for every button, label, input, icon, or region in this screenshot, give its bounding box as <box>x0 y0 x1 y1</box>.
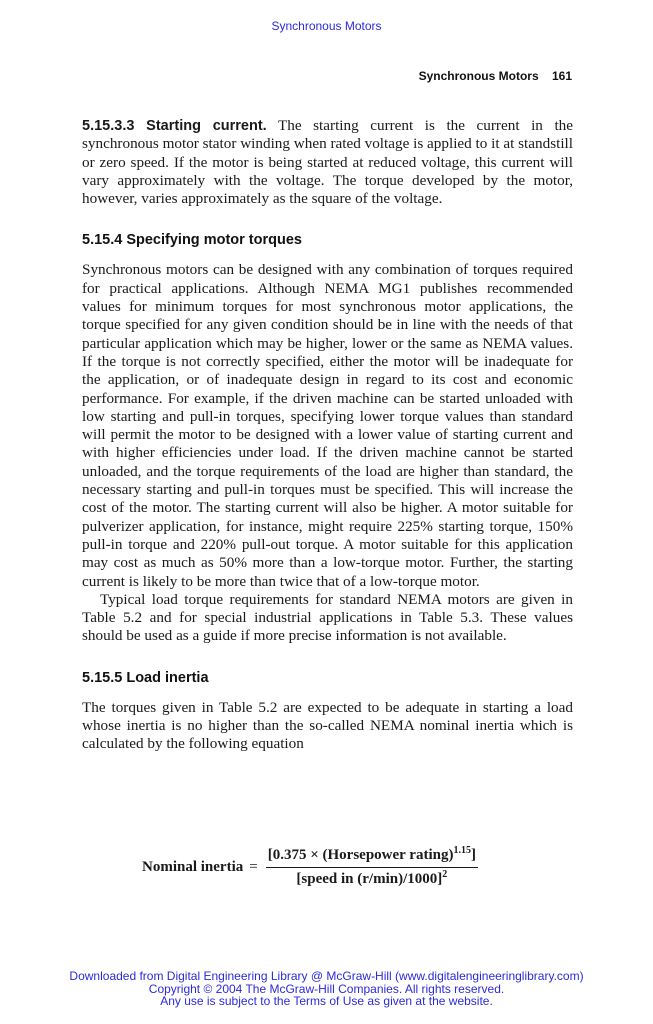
nominal-inertia-equation <box>142 847 478 888</box>
paragraph-load-inertia: The torques given in Table 5.2 are expected to be adequate in starting a load whose inertia is no higher than the so-called NEMA nominal inertia which is calculated by the following equation <box>82 698 573 753</box>
equation-equals: = <box>249 859 258 875</box>
section-heading-5-15-4: 5.15.4 Specifying motor torques <box>82 232 302 249</box>
chapter-banner-link[interactable]: Synchronous Motors <box>271 19 382 33</box>
equation-fraction <box>266 847 478 888</box>
equation-denominator: [speed in (r/min)/1000]$^2$ <box>296 869 448 887</box>
paragraph-torques-2: Typical load torque requirements for standard NEMA motors are given in Table 5.2 and for special industrial applications in Table 5.3. These values should be used as a guide if more precise information is not available. <box>82 590 573 645</box>
footer-copyright-line[interactable]: Copyright © 2004 The McGraw-Hill Companies. All rights reserved. <box>148 981 505 996</box>
page-number: 161 <box>551 69 572 83</box>
section-heading-5-15-5: 5.15.5 Load inertia <box>82 669 209 686</box>
page-body <box>82 117 573 754</box>
section-heading-5-15-3-3: 5.15.3.3 Starting current. <box>82 118 267 134</box>
footer-terms-line[interactable]: Any use is subject to the Terms of Use as given at the website. <box>160 994 493 1008</box>
equation-numerator: [0.375 × (Horsepower rating)$^{1.15}$] <box>266 847 478 868</box>
running-head-title: Synchronous Motors <box>418 69 539 83</box>
running-head <box>419 69 572 83</box>
footer-download-line[interactable]: Downloaded from Digital Engineering Library @ McGraw-Hill (www.digitalengineeringlibrary.com) <box>69 969 584 983</box>
download-footer[interactable] <box>0 970 653 1008</box>
equation-lhs: Nominal inertia <box>142 859 244 875</box>
paragraph-text: The starting current is the current in the synchronous motor stator winding when rated voltage is applied to it at standstill or zero speed. If the motor is being started at reduced voltage, this current will vary approximately with the voltage. The torque developed by the motor, however, varies approximately as the square of the voltage. <box>82 117 573 208</box>
numerator-exponent: 1.15 <box>453 845 471 856</box>
paragraph-torques-1: Synchronous motors can be designed with any combination of torques required for practical applications. Although NEMA MG1 publishes recommended values for minimum torques for most synchronous motor applications, the torque specified for any given condition should be in line with the needs of that particular application which may be higher, lower or the same as NEMA values. If the torque is not correctly specified, either the motor will be inadequate for the application, or of inadequate design in regard to its cost and economic performance. For example, if the driven machine can be started unloaded with low starting and pull-in torques, specifying lower torque values than standard will permit the motor to be designed with a lower value of starting current and with higher efficiencies under load. If the driven machine cannot be started unloaded, and the torque requirements of the load are higher than standard, the necessary starting and pull-in torques must be specified. This will increase the cost of the motor. The starting current will also be higher. A motor suitable for pulverizer application, for instance, might require 225% starting torque, 150% pull-in torque and 220% pull-out torque. A motor suitable for this application may cost as much as 50% more than a low-torque motor. Further, the starting current is likely to be more than twice that of a low-torque motor. <box>82 261 573 590</box>
denominator-exponent: 2 <box>442 869 448 880</box>
paragraph-starting-current <box>82 117 573 208</box>
